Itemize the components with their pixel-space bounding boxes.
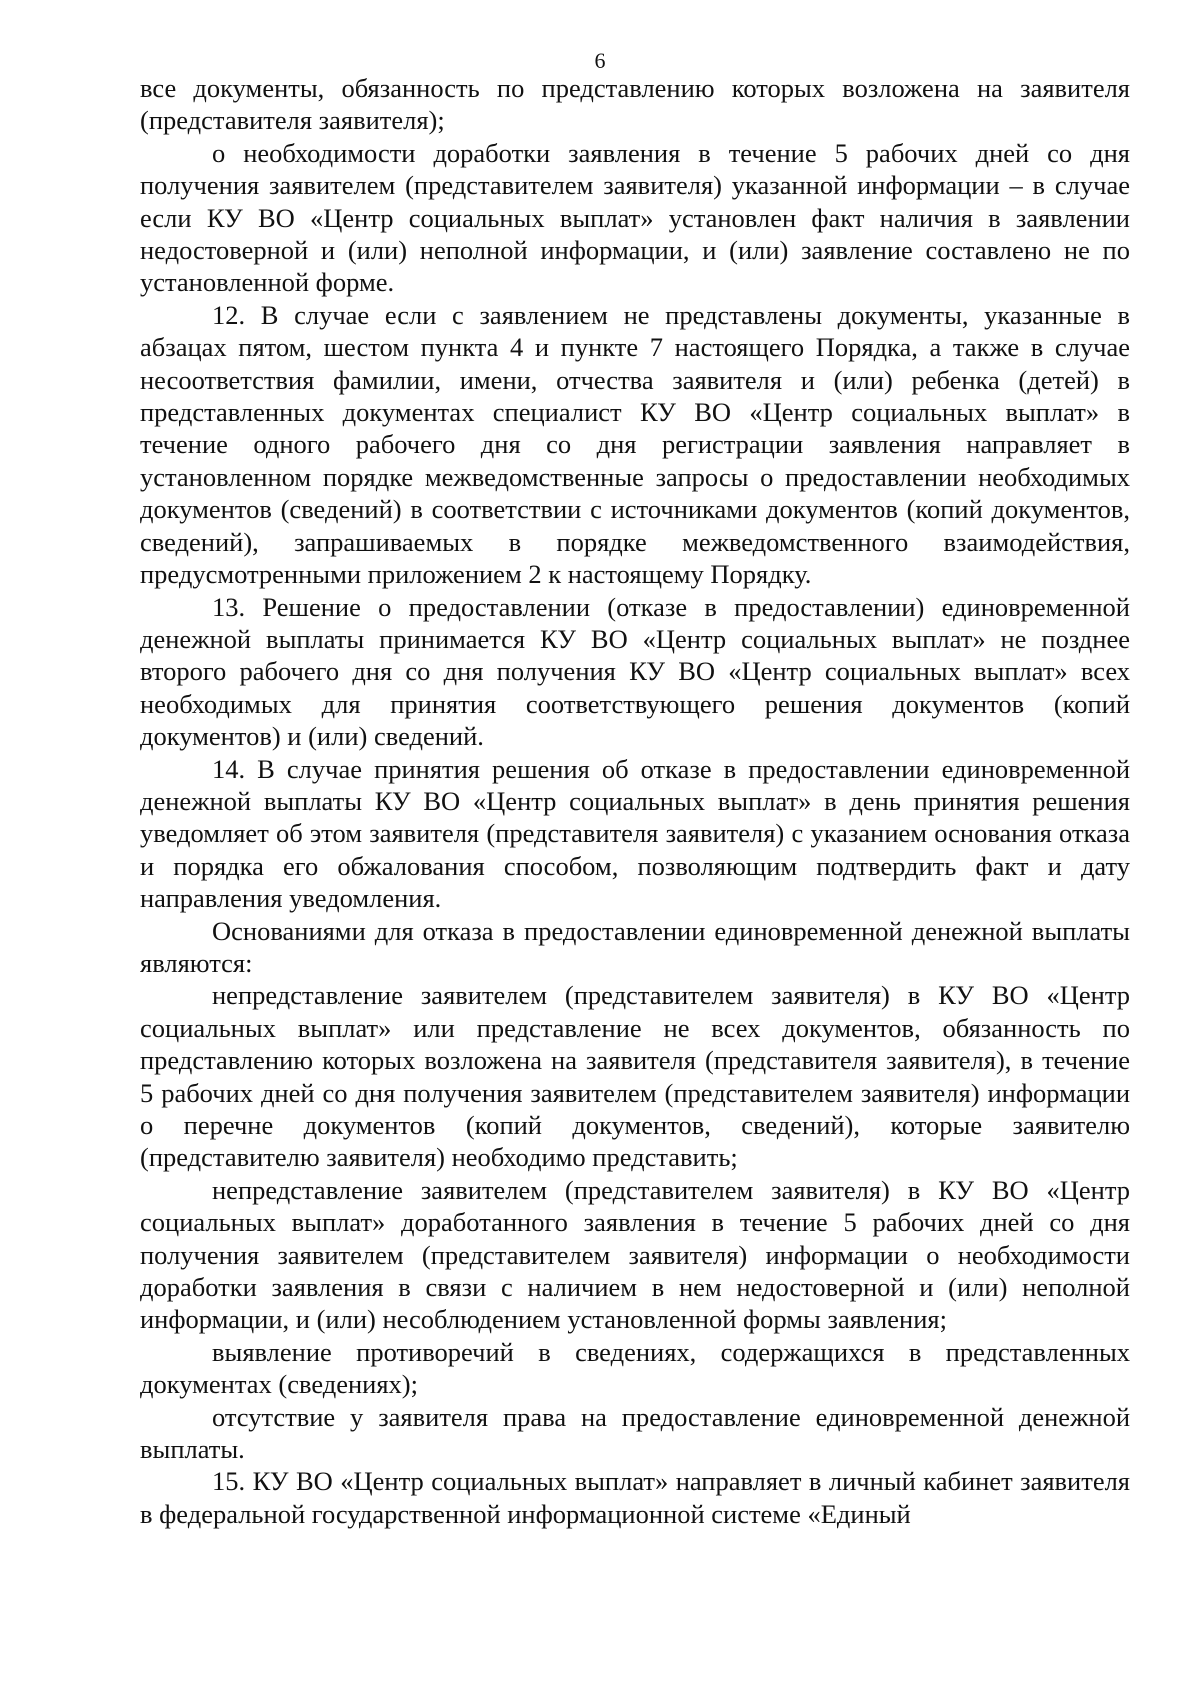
paragraph: Основаниями для отказа в предоставлении единовременной денежной выплаты являются: [140, 915, 1130, 978]
paragraph-item-12: 12. В случае если с заявлением не представлены документы, указанные в абзацах пятом, шестом пункта 4 и пункте 7 настоящего Порядка, а также в случае несоответствия фамилии, имени, отчества заявителя и (или) ребенка (детей) в представленных документах специалист КУ ВО «Центр социальных выплат» в течение одного рабочего дня со дня регистрации заявления направляет в установленном порядке межведомственные запросы о предоставлении необходимых документов (сведений) в соответствии с источниками документов (копий документов, сведений), запрашиваемых в порядке межведомственного взаимодействия, предусмотренными приложением 2 к настоящему Порядку. [140, 299, 1130, 590]
paragraph: отсутствие у заявителя права на предоставление единовременной денежной выплаты. [140, 1401, 1130, 1465]
paragraph-item-15: 15. КУ ВО «Центр социальных выплат» направляет в личный кабинет заявителя в федеральной государственной информационной системе «Единый [140, 1466, 1130, 1529]
paragraph-item-14: 14. В случае принятия решения об отказе в предоставлении единовременной денежной выплаты КУ ВО «Центр социальных выплат» в день принятия решения уведомляет об этом заявителя (представителя заявителя) с указанием основания отказа и порядка его обжалования способом, позволяющим подтвердить факт и дату направления уведомления. [140, 753, 1130, 914]
paragraph: выявление противоречий в сведениях, содержащихся в представленных документах (сведениях); [140, 1336, 1130, 1400]
paragraph: о необходимости доработки заявления в течение 5 рабочих дней со дня получения заявителем (представителем заявителя) указанной информации – в случае если КУ ВО «Центр социальных выплат» установлен факт наличия в заявлении недостоверной и (или) неполной информации, и (или) заявление составлено не по установленной форме. [140, 137, 1130, 298]
document-body [140, 72, 1130, 1530]
paragraph: непредставление заявителем (представителем заявителя) в КУ ВО «Центр социальных выплат» доработанного заявления в течение 5 рабочих дней со дня получения заявителем (представителем заявителя) информации о необходимости доработки заявления в связи с наличием в нем недостоверной и (или) неполной информации, и (или) несоблюдением установленной формы заявления; [140, 1174, 1130, 1335]
paragraph-item-13: 13. Решение о предоставлении (отказе в предоставлении) единовременной денежной выплаты принимается КУ ВО «Центр социальных выплат» не позднее второго рабочего дня со дня получения КУ ВО «Центр социальных выплат» всех необходимых для принятия соответствующего решения документов (копий документов) и (или) сведений. [140, 591, 1130, 752]
page-number: 6 [594, 48, 606, 73]
paragraph: все документы, обязанность по представлению которых возложена на заявителя (представителя заявителя); [140, 73, 1130, 136]
paragraph: непредставление заявителем (представителем заявителя) в КУ ВО «Центр социальных выплат» или представление не всех документов, обязанность по представлению которых возложена на заявителя (представителя заявителя), в течение 5 рабочих дней со дня получения заявителем (представителем заявителя) информации о перечне документов (копий документов, сведений), которые заявителю (представителю заявителя) необходимо представить; [140, 980, 1130, 1173]
